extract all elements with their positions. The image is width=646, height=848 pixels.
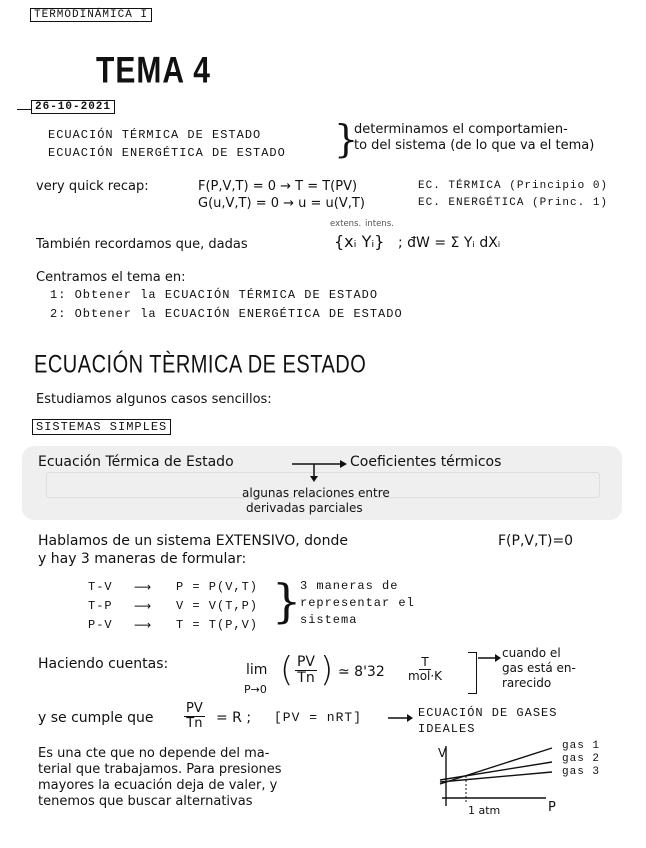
limit-bracket [468, 652, 477, 694]
rows-note-2: representar el [300, 596, 415, 610]
ideal-name-1: ECUACIÓN DE GASES [418, 706, 558, 720]
ideal-frac [184, 702, 205, 730]
focus-item-2: 2: Obtener la ECUACIÓN ENERGÉTICA DE ESTADO [50, 307, 403, 321]
ideal-name-2: IDEALES [418, 722, 476, 736]
study-text: Estudiamos algunos casos sencillos: [36, 392, 272, 407]
row-1-eq: P = P(V,T) [176, 580, 259, 594]
limit-unit-den: mol·K [408, 668, 443, 683]
arrow-icon [292, 456, 348, 482]
work-equation: ; đW = Σ Yᵢ dXᵢ [398, 235, 501, 251]
date-rule [17, 109, 31, 110]
recap-name-1: EC. TÉRMICA (Principio 0) [418, 180, 609, 192]
intro-line-1: ECUACIÓN TÉRMICA DE ESTADO [48, 128, 262, 142]
graph-line-gas-1 [440, 748, 552, 784]
graph-tick-label: 1 atm [468, 804, 501, 817]
intro-right-2: to del sistema (de lo que va el tema) [354, 138, 595, 153]
limit-cond-1: cuando el [502, 646, 561, 660]
simple-systems-label: SISTEMAS SIMPLES [32, 419, 171, 435]
row-3-eq: T = T(P,V) [176, 618, 259, 632]
rows-note-1: 3 maneras de [300, 579, 399, 593]
highlight-left: Ecuación Térmica de Estado [38, 454, 234, 470]
paren-right: ) [320, 650, 334, 690]
limit-approx: ≃ 8'32 [338, 664, 385, 680]
rows-brace: } [272, 574, 302, 628]
limit-frac [291, 655, 321, 685]
graph-ylabel: V [438, 746, 447, 760]
recap-eq-1: F(P,V,T) = 0 → T = T(PV) [198, 179, 358, 194]
variable-set: {xᵢ Yᵢ} [334, 232, 385, 251]
focus-item-1: 1: Obtener la ECUACIÓN TÉRMICA DE ESTADO [50, 288, 379, 302]
limit-unit [408, 656, 442, 682]
row-2-pair: T-P [88, 599, 113, 613]
graph-xlabel: P [548, 800, 556, 815]
limit-frac-num: PV [296, 654, 316, 670]
subject-label: TERMODINÁMICA I [30, 8, 152, 22]
tema-title: TEMA 4 [96, 50, 211, 92]
closing-line-3: mayores la ecuación deja de valer, y [38, 778, 278, 793]
row-3-pair: P-V [88, 618, 113, 632]
extensive-line-1: Hablamos de un sistema EXTENSIVO, donde [38, 533, 348, 549]
ideal-arrow-icon [388, 712, 414, 724]
rows-note-3: sistema [300, 613, 358, 627]
limit-lim: lim [246, 662, 268, 678]
highlight-right: Coeficientes térmicos [350, 454, 502, 470]
recap-label: very quick recap: [36, 179, 149, 194]
ideal-frac-num: PV [186, 701, 203, 716]
closing-line-2: terial que trabajamos. Para presiones [38, 762, 282, 777]
ideal-law: [PV = nRT] [274, 710, 363, 725]
closing-line-4: tenemos que buscar alternativas [38, 794, 253, 809]
graph-series-1: gas 1 [562, 740, 601, 752]
highlight-below-2: derivadas parciales [246, 501, 363, 515]
highlight-below-1: algunas relaciones entre [242, 486, 390, 500]
ideal-frac-den: Tn [186, 715, 203, 731]
row-2-arrow: ⟶ [134, 599, 152, 613]
remember-text: También recordamos que, dadas [36, 237, 248, 252]
extensive-equation: F(P,V,T)=0 [498, 533, 574, 549]
limit-label: Haciendo cuentas: [38, 656, 169, 672]
limit-under: P→0 [244, 683, 267, 696]
row-3-arrow: ⟶ [134, 618, 152, 632]
limit-cond-2: gas está en- [502, 661, 576, 675]
graph-series-2: gas 2 [562, 753, 601, 765]
recap-name-2: EC. ENERGÉTICA (Princ. 1) [418, 197, 609, 209]
row-2-eq: V = V(T,P) [176, 599, 259, 613]
date-label: 26-10-2021 [31, 100, 115, 114]
intro-right-1: determinamos el comportamien- [354, 122, 568, 137]
limit-unit-num: T [421, 655, 429, 669]
extensive-line-2: y hay 3 maneras de formular: [38, 551, 247, 567]
ideal-lead: y se cumple que [38, 710, 154, 726]
limit-cond-3: rarecido [502, 676, 552, 690]
row-1-arrow: ⟶ [134, 580, 152, 594]
limit-arrow-icon [478, 652, 502, 664]
intens-label: intens. [365, 219, 394, 229]
ideal-equals-r: = R ; [216, 710, 252, 726]
closing-line-1: Es una cte que no depende del ma- [38, 746, 270, 761]
intro-line-2: ECUACIÓN ENERGÉTICA DE ESTADO [48, 146, 286, 160]
row-1-pair: T-V [88, 580, 113, 594]
recap-eq-2: G(u,V,T) = 0 → u = u(V,T) [198, 196, 365, 211]
paren-left: ( [280, 650, 294, 690]
graph-series-3: gas 3 [562, 766, 601, 778]
focus-intro: Centramos el tema en: [36, 270, 186, 285]
section-title: ECUACIÓN TÈRMICA DE ESTADO [34, 351, 367, 379]
intro-brace: } [334, 117, 359, 161]
extens-label: extens. [330, 219, 362, 229]
limit-frac-den: Tn [297, 669, 315, 686]
